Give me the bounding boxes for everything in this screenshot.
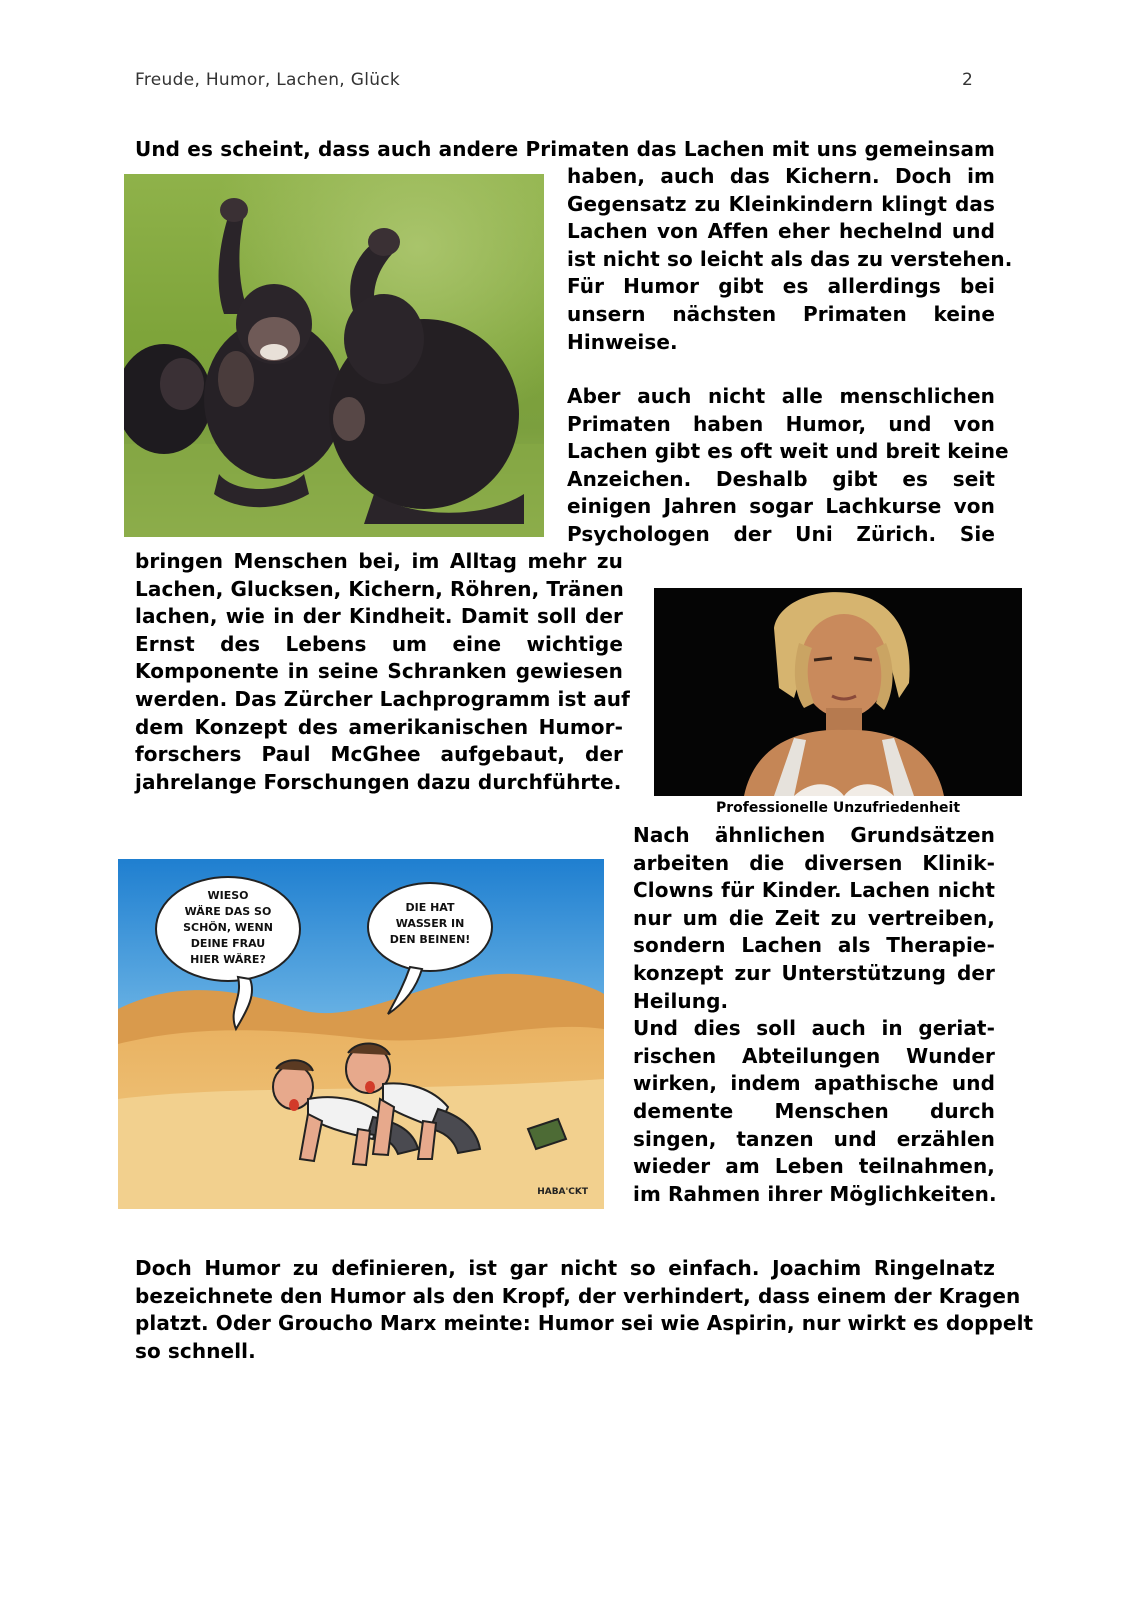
text-line: Für Humor gibt es allerdings bei — [567, 274, 995, 299]
text-line: Komponente in seine Schranken gewiesen — [135, 659, 623, 684]
text-line: lachen, wie in der Kindheit. Damit soll der — [135, 604, 623, 629]
text-line: Aber auch nicht alle menschlichen — [567, 384, 995, 408]
bubble-left-line: HIER WÄRE? — [190, 953, 266, 966]
text-line: unsern nächsten Primaten keine — [567, 301, 995, 326]
page-number: 2 — [962, 70, 974, 90]
text-line: Heilung. — [633, 988, 729, 1013]
bubble-left-line: SCHÖN, WENN — [183, 921, 273, 934]
cartoon-signature: HABA'CKT — [537, 1187, 588, 1197]
paragraph-2-right-column — [567, 383, 1009, 549]
text-line: Hinweise. — [567, 329, 678, 354]
text-line: im Rahmen ihrer Möglichkeiten. — [633, 1181, 997, 1206]
bubble-left-line: DEINE FRAU — [190, 937, 266, 950]
text-line: so schnell. — [135, 1338, 256, 1363]
text-line: Ernst des Lebens um eine wichtige — [135, 631, 623, 656]
text-line: bezeichnete den Humor als den Kropf, der verhindert, dass einem der Kragen — [135, 1283, 1021, 1308]
text-line: Clowns für Kinder. Lachen nicht — [633, 878, 995, 903]
text-line: dem Konzept des amerikanischen Humor- — [135, 714, 623, 739]
bubble-left-line: WIESO — [207, 889, 249, 902]
text-line: Und dies soll auch in geriat- — [633, 1016, 995, 1041]
paragraph-1-right-column — [567, 163, 1013, 356]
desert-cartoon — [118, 859, 604, 1209]
text-line: sondern Lachen als Therapie- — [633, 933, 995, 958]
text-line: Psychologen der Uni Zürich. Sie — [567, 521, 995, 546]
text-line: Doch Humor zu definieren, ist gar nicht so einfach. Joachim Ringelnatz — [135, 1256, 995, 1280]
text-line: Primaten haben Humor, und von — [567, 411, 995, 436]
text-line: haben, auch das Kichern. Doch im — [567, 164, 995, 188]
text-line: bringen Menschen bei, im Alltag mehr zu — [135, 549, 623, 573]
bubble-right-line: DIE HAT — [405, 901, 455, 914]
text-line: singen, tanzen und erzählen — [633, 1126, 995, 1151]
portrait-caption: Professionelle Unzufriedenheit — [715, 800, 961, 816]
paragraph-2-left-column — [135, 548, 630, 796]
text-line: wirken, indem apathische und — [633, 1071, 995, 1096]
text-line: demente Menschen durch — [633, 1098, 995, 1123]
text-line: Anzeichen. Deshalb gibt es seit — [567, 466, 995, 491]
chimpanzee-photo — [124, 174, 544, 537]
text-line: konzept zur Unterstützung der — [633, 960, 995, 985]
text-line: einigen Jahren sogar Lachkurse von — [567, 494, 995, 519]
portrait-photo — [654, 588, 1022, 796]
paragraph-4 — [135, 1255, 1034, 1365]
text-line: forschers Paul McGhee aufgebaut, der — [135, 742, 623, 767]
bubble-right-line: WASSER IN — [395, 917, 465, 930]
text-line: werden. Das Zürcher Lachprogramm ist auf — [135, 686, 630, 711]
bubble-right-line: DEN BEINEN! — [389, 933, 471, 946]
text-line: ist nicht so leicht als das zu verstehen. — [567, 246, 1013, 271]
bubble-left-line: WÄRE DAS SO — [184, 905, 272, 918]
text-line: jahrelange Forschungen dazu durchführte. — [135, 769, 622, 794]
text-line: platzt. Oder Groucho Marx meinte: Humor sei wie Aspirin, nur wirkt es doppelt — [135, 1311, 1034, 1336]
paragraph-3-right-column — [633, 822, 995, 1208]
text-line: Lachen, Glucksen, Kichern, Röhren, Tränen — [135, 576, 624, 601]
running-header-title: Freude, Humor, Lachen, Glück — [135, 70, 401, 90]
paragraph-1-first-line — [135, 136, 995, 164]
text-line: arbeiten die diversen Klinik- — [633, 850, 995, 875]
text-line: Lachen von Affen eher hechelnd und — [567, 219, 995, 244]
text-line: Und es scheint, dass auch andere Primaten das Lachen mit uns gemeinsam — [135, 137, 995, 161]
text-line: Gegensatz zu Kleinkindern klingt das — [567, 191, 995, 216]
text-line: nur um die Zeit zu vertreiben, — [633, 905, 995, 930]
text-line: rischen Abteilungen Wunder — [633, 1043, 995, 1068]
text-line: Nach ähnlichen Grundsätzen — [633, 823, 995, 847]
text-line: Lachen gibt es oft weit und breit keine — [567, 439, 1009, 464]
text-line: wieder am Leben teilnahmen, — [633, 1154, 995, 1179]
